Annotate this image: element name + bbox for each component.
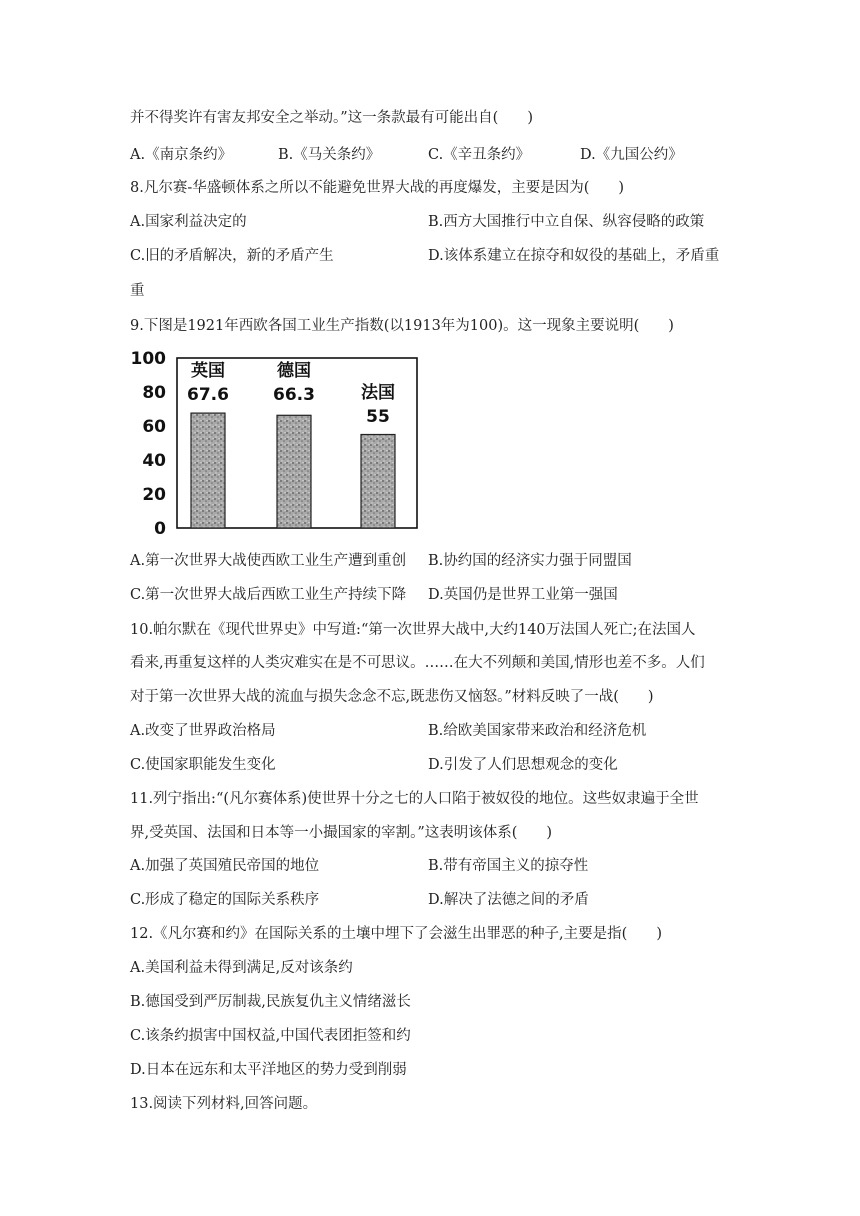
q9-option-c: C.第一次世界大战后西欧工业生产持续下降 xyxy=(130,587,407,603)
q11-option-c: C.形成了稳定的国际关系秩序 xyxy=(130,892,320,908)
q10-stem-line-1: 10.帕尔默在《现代世界史》中写道:“第一次世界大战中,大约140万法国人死亡;在法国人 xyxy=(130,622,696,638)
q11-option-a: A.加强了英国殖民帝国的地位 xyxy=(130,858,320,874)
bar-2 xyxy=(361,435,395,529)
q8-stem: 8.凡尔赛-华盛顿体系之所以不能避免世界大战的再度爆发，主要是因为( ) xyxy=(130,180,625,196)
category-label: 法国 xyxy=(361,383,395,403)
industrial-index-bar-chart xyxy=(130,348,420,538)
q7-option-d: D.《九国公约》 xyxy=(580,147,683,163)
q11-stem-line-2: 界,受英国、法国和日本等一小撮国家的宰割。”这表明该体系( ) xyxy=(130,825,553,841)
y-tick-label: 80 xyxy=(142,383,166,403)
q7-option-b: B.《马关条约》 xyxy=(278,147,381,163)
category-label: 德国 xyxy=(277,361,311,381)
q8-option-a: A.国家利益决定的 xyxy=(130,214,247,230)
q13-stem: 13.阅读下列材料,回答问题。 xyxy=(130,1096,318,1112)
q11-stem-line-1: 11.列宁指出:“(凡尔赛体系)使世界十分之七的人口陷于被奴役的地位。这些奴隶遍于全世 xyxy=(130,791,699,807)
q9-option-a: A.第一次世界大战使西欧工业生产遭到重创 xyxy=(130,553,407,569)
y-tick-label: 60 xyxy=(142,417,166,437)
q12-stem: 12.《凡尔赛和约》在国际关系的土壤中埋下了会滋生出罪恶的种子,主要是指( ) xyxy=(130,926,662,942)
q12-option-a: A.美国利益未得到满足,反对该条约 xyxy=(130,960,353,976)
q8-option-d: D.该体系建立在掠夺和奴役的基础上，矛盾重 xyxy=(428,248,720,264)
value-label: 66.3 xyxy=(273,385,315,405)
q12-option-d: D.日本在远东和太平洋地区的势力受到削弱 xyxy=(130,1062,407,1078)
q9-stem: 9.下图是1921年西欧各国工业生产指数(以1913年为100)。这一现象主要说明( ) xyxy=(130,318,674,334)
q7-stem: 并不得奖许有害友邦安全之举动。”这一条款最有可能出自( ) xyxy=(130,110,533,126)
q11-option-b: B.带有帝国主义的掠夺性 xyxy=(428,858,589,874)
y-tick-label: 100 xyxy=(130,349,166,369)
q8-option-c: C.旧的矛盾解决，新的矛盾产生 xyxy=(130,248,334,264)
q12-option-c: C.该条约损害中国权益,中国代表团拒签和约 xyxy=(130,1028,411,1044)
value-label: 55 xyxy=(366,407,390,427)
category-label: 英国 xyxy=(191,361,225,381)
q7-option-c: C.《辛丑条约》 xyxy=(428,147,531,163)
value-label: 67.6 xyxy=(187,385,229,405)
q11-option-d: D.解决了法德之间的矛盾 xyxy=(428,892,589,908)
q10-option-d: D.引发了人们思想观念的变化 xyxy=(428,757,618,773)
q10-option-b: B.给欧美国家带来政治和经济危机 xyxy=(428,723,647,739)
q9-option-d: D.英国仍是世界工业第一强国 xyxy=(428,587,618,603)
q10-option-c: C.使国家职能发生变化 xyxy=(130,757,276,773)
q9-option-b: B.协约国的经济实力强于同盟国 xyxy=(428,553,632,569)
q7-option-a: A.《南京条约》 xyxy=(130,147,233,163)
q10-option-a: A.改变了世界政治格局 xyxy=(130,723,276,739)
q10-stem-line-2: 看来,再重复这样的人类灾难实在是不可思议。……在大不列颠和美国,情形也差不多。人们 xyxy=(130,655,705,671)
q10-stem-line-3: 对于第一次世界大战的流血与损失念念不忘,既悲伤又恼怒。”材料反映了一战( ) xyxy=(130,689,654,705)
q12-option-b: B.德国受到严厉制裁,民族复仇主义情绪滋长 xyxy=(130,994,411,1010)
q8-option-b: B.西方大国推行中立自保、纵容侵略的政策 xyxy=(428,214,705,230)
y-tick-label: 40 xyxy=(142,451,166,471)
y-tick-label: 20 xyxy=(142,485,166,505)
bar-0 xyxy=(191,413,225,528)
q8-option-d-overflow: 重 xyxy=(130,283,145,299)
bar-1 xyxy=(277,415,311,528)
y-tick-label: 0 xyxy=(154,519,166,538)
